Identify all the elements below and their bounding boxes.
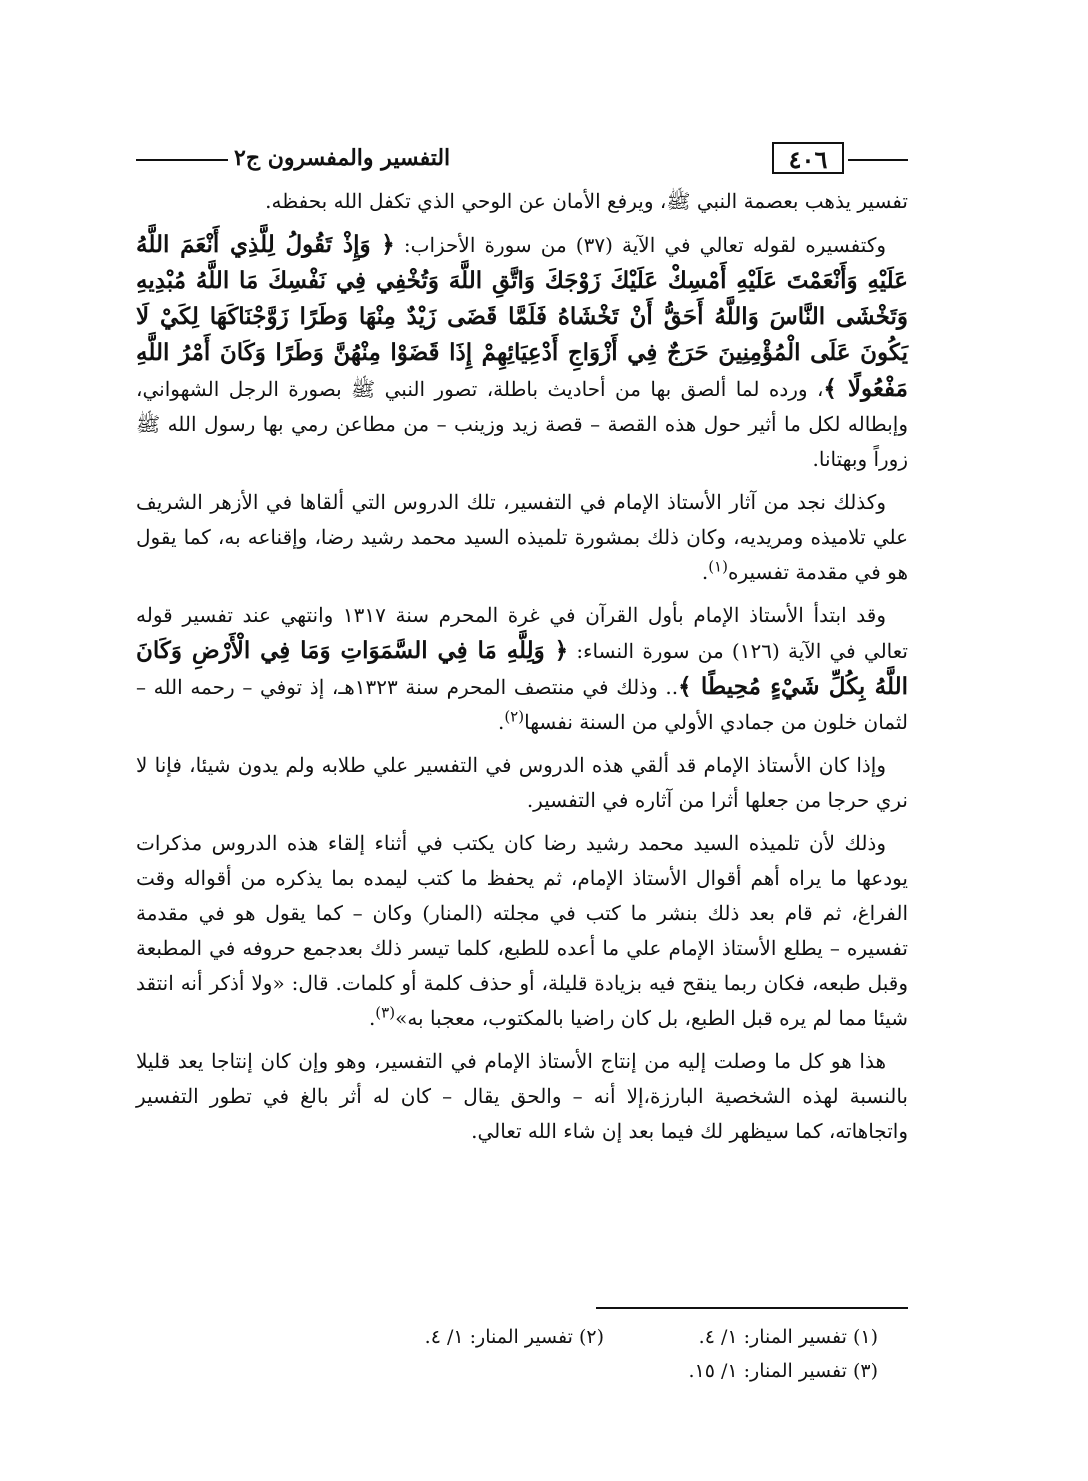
- paragraph-text: وكذلك نجد من آثار الأستاذ الإمام في التفسير، تلك الدروس التي ألقاها في الأزهر الشريف علي تلاميذه ومريديه، وكان ذلك بمشورة تلميذه السيد محمد رشيد رضا، وإقناعه به، كما يقول هو في مقدمة تفسيره: [136, 490, 909, 584]
- paragraph-text: وقد ابتدأ الأستاذ الإمام بأول القرآن في غرة المحرم سنة ١٣١٧ وانتهي عند تفسير قوله تعالي في الآية (١٢٦) من سورة النساء:: [136, 603, 908, 663]
- footnote-2: (٢) تفسير المنار: ١/ ٤.: [424, 1326, 604, 1348]
- paragraph: [136, 598, 908, 740]
- footnote-row: [330, 1320, 878, 1354]
- footnote-marker: (١): [708, 557, 728, 576]
- paragraph-text: .: [701, 560, 709, 584]
- running-header: [136, 142, 908, 178]
- footnote-divider: [596, 1307, 908, 1309]
- paragraph-text: وذلك لأن تلميذه السيد محمد رشيد رضا كان يكتب في أثناء إلقاء هذه الدروس مذكرات يودعها ما يراه أهم أقوال الأستاذ الإمام، ثم يحفظ ما كتب ليمده بما يذكره من أقواله وقت الفراغ، ثم قام بعد ذلك بنشر ما كتب في مجلته (المنار) وكان – كما يقول هو في مقدمة تفسيره – يطلع الأستاذ الإمام علي ما أعده للطبع، كلما تيسر ذلك بعدجمع حروفه في المطبعة وقبل طبعه، فكان ربما ينقح فيه بزيادة قليلة، أو حذف كلمة أو كلمات. قال: «ولا أذكر أنه انتقد شيئا مما لم يره قبل الطبع، بل كان راضيا بالمكتوب، معجبا به»: [136, 831, 908, 1030]
- paragraph-text: هذا هو كل ما وصلت إليه من إنتاج الأستاذ الإمام في التفسير، وهو وإن كان إنتاجا يعد قليلا بالنسبة لهذه الشخصية البارزة،إلا أنه – والحق يقال – كان له أثر بالغ في تطور التفسير واتجاهاته، كما سيظهر لك فيما بعد إن شاء الله تعالي.: [136, 1049, 908, 1143]
- footnote-marker: (٣): [375, 1003, 396, 1022]
- paragraph: [136, 748, 908, 818]
- running-title-text: التفسير والمفسرون ج٢: [234, 145, 451, 171]
- paragraph: [136, 826, 908, 1036]
- paragraph-text: وإذا كان الأستاذ الإمام قد ألقي هذه الدروس في التفسير علي طلابه ولم يدون شيئا، فإنا لا نري حرجا من جعلها أثرا من آثاره في التفسير.: [136, 753, 908, 812]
- paragraph-text: .: [497, 710, 505, 734]
- paragraph-text: وكتفسيره لقوله تعالي في الآية (٣٧) من سورة الأحزاب:: [394, 233, 887, 257]
- footnote-3: (٣) تفسير المنار: ١/ ١٥.: [688, 1360, 878, 1382]
- footnote-row: [330, 1354, 878, 1388]
- paragraph: [136, 227, 908, 477]
- paragraph: [136, 184, 908, 219]
- paragraph-text: تفسير يذهب بعصمة النبي ﷺ، ويرفع الأمان عن الوحي الذي تكفل الله بحفظه.: [265, 189, 908, 213]
- paragraph-text: .. وذلك في منتصف المحرم سنة ١٣٢٣هـ، إذ توفي – رحمه الله – لثمان خلون من جمادي الأولي من السنة نفسها: [136, 675, 908, 734]
- paragraph-text: .: [368, 1006, 376, 1030]
- header-rule-left: [136, 159, 228, 161]
- footnote-marker: (٢): [504, 707, 525, 726]
- page-number: ٤٠٦: [772, 142, 844, 174]
- running-title: [234, 142, 760, 174]
- quran-verse: ﴿ وَلِلَّهِ مَا فِي السَّمَوَاتِ وَمَا فِي الْأَرْضِ وَكَانَ اللَّهُ بِكُلِّ شَيْءٍ مُحِيطًا ﴾: [136, 637, 908, 700]
- paragraph-text: ، ورده لما ألصق بها من أحاديث باطلة، تصور النبي ﷺ بصورة الرجل الشهواني، وإبطاله لكل ما أثير حول هذه القصة – قصة زيد وزينب – من مطاعن رمي بها رسول الله ﷺ زوراً وبهتانا.: [136, 377, 908, 471]
- quran-verse: ﴿ وَإِذْ تَقُولُ لِلَّذِي أَنْعَمَ اللَّهُ عَلَيْهِ وَأَنْعَمْتَ عَلَيْهِ أَمْسِكْ عَلَيْكَ زَوْجَكَ وَاتَّقِ اللَّهَ وَتُخْفِي فِي نَفْسِكَ مَا اللَّهُ مُبْدِيهِ وَتَخْشَى النَّاسَ وَاللَّهُ أَحَقُّ أَنْ تَخْشَاهُ فَلَمَّا قَضَى زَيْدٌ مِنْهَا وَطَرًا زَوَّجْنَاكَهَا لِكَيْ لَا يَكُونَ عَلَى الْمُؤْمِنِينَ حَرَجٌ فِي أَزْوَاجِ أَدْعِيَائِهِمْ إِذَا قَضَوْا مِنْهُنَّ وَطَرًا وَكَانَ أَمْرُ اللَّهِ مَفْعُولًا ﴾: [136, 231, 908, 402]
- paragraph: [136, 1044, 908, 1149]
- footnote-1: (١) تفسير المنار: ١/ ٤.: [698, 1326, 878, 1348]
- footnotes: [330, 1320, 878, 1388]
- header-rule-right: [848, 159, 908, 161]
- body-text: [136, 184, 908, 1157]
- paragraph: [136, 485, 908, 590]
